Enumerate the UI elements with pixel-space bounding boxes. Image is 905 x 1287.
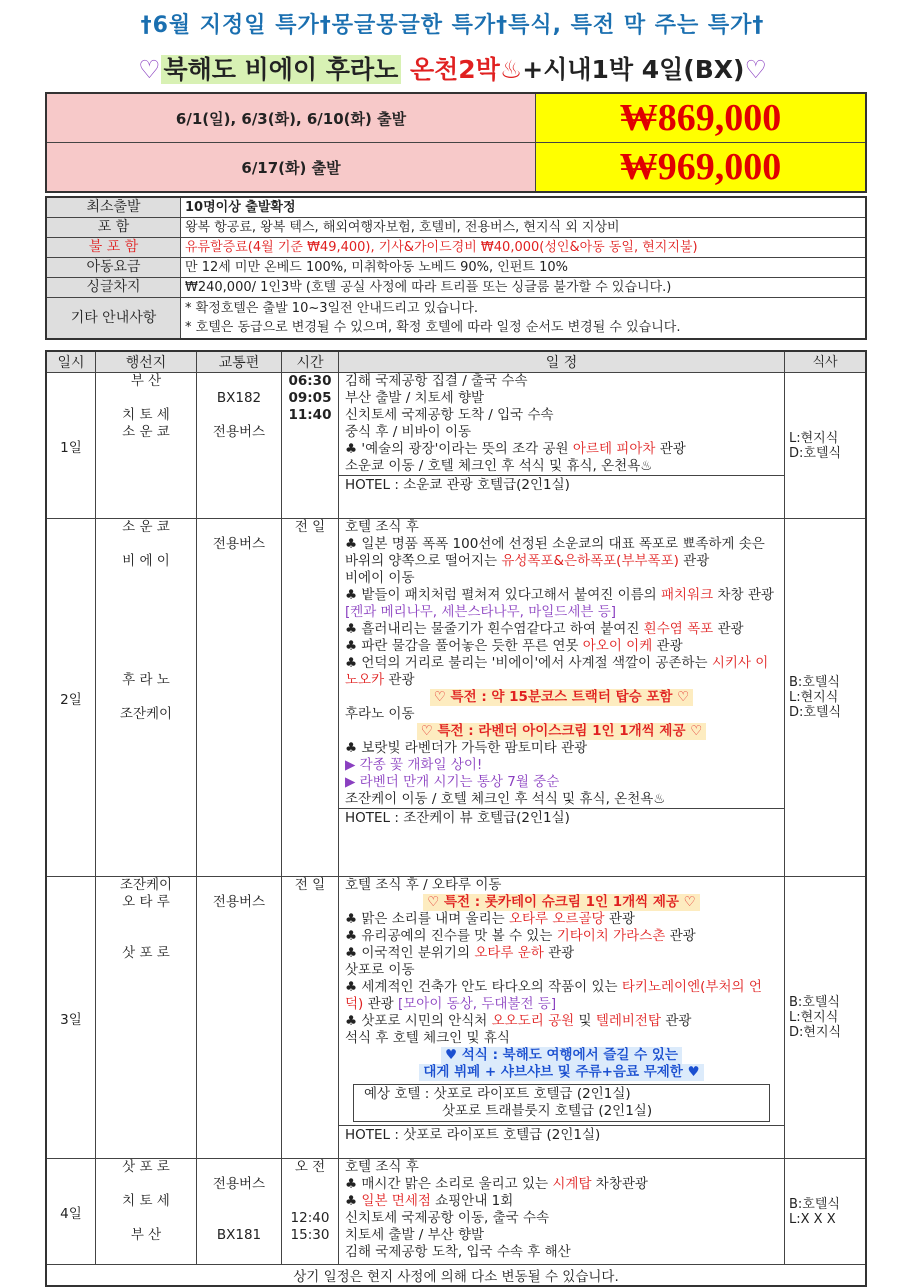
- time: 06:30: [288, 373, 332, 389]
- schedule-line: ♣ 맑은 소리를 내며 울리는 오타루 오르골당 관광: [345, 911, 635, 927]
- col-meal: 식사: [785, 351, 867, 373]
- day2-row: [46, 519, 866, 877]
- attraction-detail: [모아이 동상, 두대불전 등]: [397, 996, 557, 1012]
- attraction: 오오도리 공원: [491, 1013, 575, 1029]
- schedule-line: 삿포로 이동: [345, 962, 415, 978]
- destinations: [96, 519, 197, 877]
- times: [282, 519, 339, 877]
- meal: L:X X X: [789, 1211, 836, 1227]
- tour-title: [0, 50, 905, 86]
- transport: [197, 519, 282, 877]
- attraction: 오타루 오르골당: [508, 911, 605, 927]
- dinner-special: ♥ 석식 : 북해도 여행에서 즐길 수 있는: [339, 1047, 784, 1064]
- price-value: ₩969,000: [536, 143, 867, 193]
- schedule: [339, 519, 785, 877]
- col-day: 일시: [46, 351, 96, 373]
- city: 부 산: [130, 1227, 162, 1243]
- transport: [197, 1159, 282, 1265]
- time: 15:30: [290, 1227, 330, 1243]
- city: 조잔케이: [119, 706, 173, 722]
- schedule: [339, 373, 785, 519]
- meals: [785, 373, 867, 519]
- city: 후 라 노: [122, 672, 170, 688]
- included-label: 포 함: [46, 218, 181, 238]
- heart-icon: ♡: [744, 55, 767, 84]
- meal: D:호텔식: [789, 445, 842, 461]
- bus: 전용버스: [212, 1176, 266, 1192]
- attraction: 텔레비전탑: [595, 1013, 662, 1029]
- time: 오 전: [294, 1159, 326, 1175]
- heart-icon: ♡: [138, 55, 161, 84]
- meal: L:현지식: [789, 1010, 839, 1025]
- meal: B:호텔식: [789, 675, 840, 690]
- schedule-note: ▶ 각종 꽃 개화일 상이!: [345, 757, 483, 773]
- col-time: 시간: [282, 351, 339, 373]
- meal: L:현지식: [789, 690, 839, 705]
- meals: [785, 877, 867, 1159]
- excluded-value: 유류할증료(4월 기준 ₩49,400), 기사&가이드경비 ₩40,000(성인&아동 동일, 현지지불): [181, 238, 867, 258]
- attraction-detail: [켄과 메리나무, 세븐스타나무, 마일드세븐 등]: [345, 604, 617, 620]
- day-label: 3일: [46, 877, 96, 1159]
- dinner-special: 대게 뷔페 + 샤브샤브 및 주류+음료 무제한 ♥: [339, 1064, 784, 1081]
- schedule-line: ♣ 삿포로 시민의 안식처 오오도리 공원 및 텔레비전탑 관광: [345, 1013, 692, 1029]
- tour-onsen: 온천2박♨: [409, 55, 523, 84]
- day-label: 4일: [46, 1159, 96, 1265]
- schedule-line: ♣ 밭들이 패치처럼 펼쳐져 있다고해서 붙여진 이름의 패치워크 차창 관광 [켄과 메리나무, 세븐스타나무, 마일드세븐 등]: [345, 587, 774, 620]
- schedule-line: ♣ 세계적인 건축가 안도 타다오의 작품이 있는 타키노레이엔(부처의 언덕) 관광 [모아이 동상, 두대불전 등]: [345, 979, 762, 1012]
- hotel-line: HOTEL : 조잔케이 뷰 호텔급(2인1실): [339, 808, 784, 828]
- itinerary-header: [46, 351, 866, 373]
- price-row: [46, 143, 866, 193]
- schedule-line: 호텔 조식 후 / 오타루 이동: [345, 877, 502, 893]
- schedule-line: 중식 후 / 비바이 이동: [345, 424, 472, 440]
- times: [282, 877, 339, 1159]
- schedule-line: ♣ 일본 면세점 쇼핑안내 1회: [345, 1193, 514, 1209]
- attraction: 아오이 이케: [582, 638, 653, 654]
- schedule-line: ♣ 흘러내리는 물줄기가 흰수염같다고 하여 붙여진 흰수염 폭포 관광: [345, 621, 744, 637]
- destinations: [96, 877, 197, 1159]
- expected-hotel: 삿포로 트래블룻지 호텔급 (2인1실): [442, 1103, 653, 1119]
- price-row: [46, 93, 866, 143]
- schedule-line: 호텔 조식 후: [345, 1159, 419, 1175]
- city: 소 운 쿄: [122, 519, 170, 535]
- attraction: 시키사 이노오카: [345, 655, 769, 688]
- included-value: 왕복 항공료, 왕복 텍스, 해외여행자보험, 호텔비, 전용버스, 현지식 외 지상비: [181, 218, 867, 238]
- schedule-line: 부산 출발 / 치토세 향발: [345, 390, 485, 406]
- destinations: [96, 1159, 197, 1265]
- city: 치 토 세: [122, 1193, 170, 1209]
- child-fee-label: 아동요금: [46, 258, 181, 278]
- attraction: 기타이치 가라스촌: [556, 928, 666, 944]
- schedule-line: 김해 국제공항 집결 / 출국 수속: [345, 373, 528, 389]
- excluded-label: 불 포 함: [46, 238, 181, 258]
- schedule-line: ♣ 언덕의 거리로 불리는 '비에이'에서 사계절 색깔이 공존하는 시키사 이노오카 관광: [345, 655, 769, 688]
- schedule-line: 신치토세 국제공항 도착 / 입국 수속: [345, 407, 554, 423]
- meals: [785, 519, 867, 877]
- schedule-line: ♣ 이국적인 분위기의 오타루 운하 관광: [345, 945, 575, 961]
- special-benefit: ♡ 특전 : 라벤더 아이스크림 1인 1개씩 제공 ♡: [339, 723, 784, 740]
- tour-region: 북해도 비에이 후라노: [161, 55, 402, 84]
- meal: B:호텔식: [789, 995, 840, 1010]
- bus: 전용버스: [212, 894, 266, 910]
- footer-row: [46, 1265, 866, 1287]
- attraction: 타키노레이엔(부처의 언덕): [345, 979, 762, 1012]
- attraction: 시계탑: [552, 1176, 592, 1192]
- day-label: 2일: [46, 519, 96, 877]
- special-benefit: ♡ 특전 : 롯카테이 슈크림 1인 1개씩 제공 ♡: [339, 894, 784, 911]
- meals: [785, 1159, 867, 1265]
- min-departure-value: 10명이상 출발확정: [181, 197, 867, 218]
- schedule-line: 소운쿄 이동 / 호텔 체크인 후 석식 및 휴식, 온천욕♨: [345, 458, 653, 474]
- price-value: ₩869,000: [536, 93, 867, 143]
- transport: [197, 877, 282, 1159]
- schedule-line: 석식 후 호텔 체크인 및 휴식: [345, 1030, 510, 1046]
- single-charge-label: 싱글차지: [46, 278, 181, 298]
- attraction: 오타루 운하: [474, 945, 544, 961]
- schedule-line: 후라노 이동: [345, 706, 415, 722]
- col-transport: 교통편: [197, 351, 282, 373]
- schedule-line: ♣ 매시간 맑은 소리로 울리고 있는 시계탑 차창관광: [345, 1176, 648, 1192]
- city: 비 에 이: [122, 553, 170, 569]
- schedule-line: ♣ 파란 물감을 풀어놓은 듯한 푸른 연못 아오이 이케 관광: [345, 638, 683, 654]
- destinations: [96, 373, 197, 519]
- hotel-line: HOTEL : 삿포로 라이포트 호텔급 (2인1실): [339, 1125, 784, 1145]
- schedule-line: 신치토세 국제공항 이동, 출국 수속: [345, 1210, 550, 1226]
- meal: D:현지식: [789, 1025, 842, 1040]
- city: 조잔케이: [119, 877, 173, 893]
- times: [282, 1159, 339, 1265]
- expected-hotel: 예상 호텔 : 삿포로 라이포트 호텔급 (2인1실): [364, 1086, 631, 1102]
- promo-headline: †6월 지정일 특가†몽글몽글한 특가†특식, 특전 막 주는 특가†: [140, 13, 765, 38]
- hotel-line: HOTEL : 소운쿄 관광 호텔급(2인1실): [339, 475, 784, 495]
- city: 삿 포 로: [122, 1159, 170, 1175]
- attraction: 아르테 피아차: [572, 441, 656, 457]
- time: 전 일: [294, 519, 326, 535]
- time: 09:05: [288, 390, 332, 406]
- schedule: [339, 877, 785, 1159]
- meal: L:현지식: [789, 430, 839, 446]
- departure-dates: 6/1(일), 6/3(화), 6/10(화) 출발: [46, 93, 536, 143]
- min-departure-label: 최소출발: [46, 197, 181, 218]
- time: 12:40: [290, 1210, 330, 1226]
- col-destination: 행선지: [96, 351, 197, 373]
- time: 전 일: [294, 877, 326, 893]
- tour-duration: +시내1박 4일(BX): [522, 55, 745, 84]
- schedule-line: ♣ 일본 명품 폭폭 100선에 선정된 소운쿄의 대표 폭포로 뾰족하게 솟은 바위의 양쪽으로 떨어지는 유성폭포&은하폭포(부부폭포) 관광: [345, 536, 765, 569]
- flight-code: BX181: [216, 1227, 262, 1243]
- info-table: [45, 196, 867, 340]
- single-charge-value: ₩240,000/ 1인3박 (호텔 공실 사정에 따라 트리플 또는 싱글룸 불가할 수 있습니다.): [181, 278, 867, 298]
- city: 오 타 루: [122, 894, 170, 910]
- time: 11:40: [288, 407, 332, 423]
- meal: D:호텔식: [789, 705, 842, 720]
- attraction: 유성폭포&은하폭포(부부폭포): [501, 553, 679, 569]
- col-schedule: 일 정: [339, 351, 785, 373]
- etc-line: * 확정호텔은 출발 10~3일전 안내드리고 있습니다.: [185, 301, 479, 316]
- schedule: [339, 1159, 785, 1265]
- transport: [197, 373, 282, 519]
- bus: 전용버스: [212, 424, 266, 440]
- times: [282, 373, 339, 519]
- etc-value: [181, 298, 867, 340]
- city: 삿 포 로: [122, 945, 170, 961]
- departure-dates: 6/17(화) 출발: [46, 143, 536, 193]
- etc-label: 기타 안내사항: [46, 298, 181, 340]
- schedule-line: 치토세 출발 / 부산 향발: [345, 1227, 485, 1243]
- child-fee-value: 만 12세 미만 온베드 100%, 미취학아동 노베드 90%, 인펀트 10%: [181, 258, 867, 278]
- city: 소 운 쿄: [122, 424, 170, 440]
- bus: 전용버스: [212, 536, 266, 552]
- city: 부 산: [130, 373, 162, 389]
- attraction: 패치워크: [661, 587, 714, 603]
- schedule-line: 호텔 조식 후: [345, 519, 419, 535]
- schedule-line: 김해 국제공항 도착, 입국 수속 후 해산: [345, 1244, 571, 1260]
- schedule-line: ♣ 보랏빛 라벤더가 가득한 팜토미타 관광: [345, 740, 588, 756]
- schedule-line: 조잔케이 이동 / 호텔 체크인 후 석식 및 휴식, 온천욕♨: [345, 791, 666, 807]
- itinerary-table: [45, 350, 867, 1287]
- day-label: 1일: [46, 373, 96, 519]
- attraction: 일본 면세점: [361, 1193, 431, 1209]
- day3-row: [46, 877, 866, 1159]
- etc-line: * 호텔은 동급으로 변경될 수 있으며, 확정 호텔에 따라 일정 순서도 변경될 수 있습니다.: [185, 320, 681, 335]
- day4-row: [46, 1159, 866, 1265]
- meal: B:호텔식: [789, 1196, 840, 1212]
- city: 치 토 세: [122, 407, 170, 423]
- schedule-line: ♣ '예술의 광장'이라는 뜻의 조각 공원 아르테 피아차 관광: [345, 441, 686, 457]
- schedule-note: ▶ 라벤더 만개 시기는 통상 7월 중순: [345, 774, 560, 790]
- special-benefit: ♡ 특전 : 약 15분코스 트랙터 탑승 포함 ♡: [339, 689, 784, 706]
- flight-code: BX182: [216, 390, 262, 406]
- expected-hotels: [353, 1084, 770, 1122]
- schedule-line: ♣ 유리공예의 진수를 맛 볼 수 있는 기타이치 가라스촌 관광: [345, 928, 696, 944]
- schedule-line: 비에이 이동: [345, 570, 415, 586]
- attraction: 흰수염 폭포: [643, 621, 714, 637]
- day1-row: [46, 373, 866, 519]
- price-table: [45, 92, 867, 193]
- footer-note: 상기 일정은 현지 사정에 의해 다소 변동될 수 있습니다.: [46, 1265, 866, 1287]
